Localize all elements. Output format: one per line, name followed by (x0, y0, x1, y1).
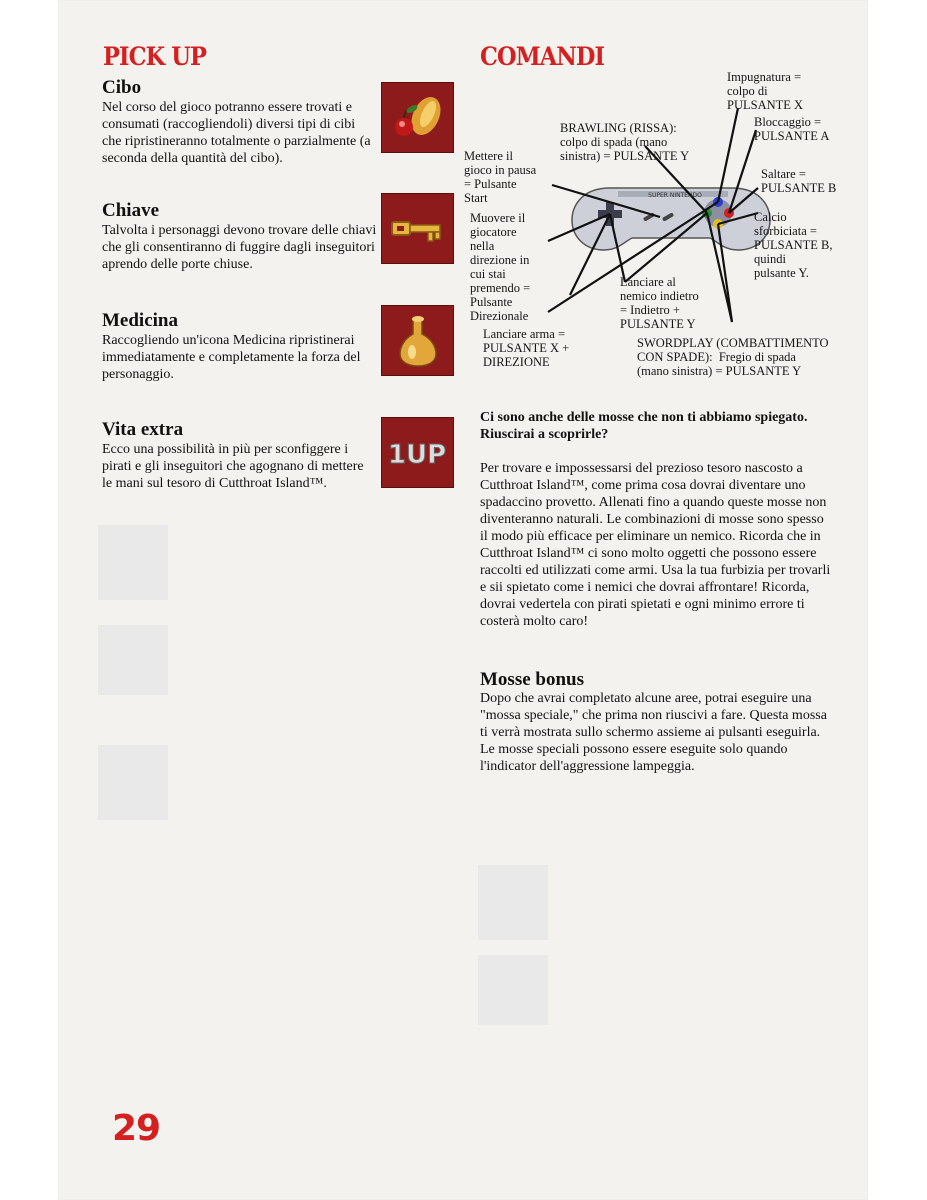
label-pausa: Mettere il gioco in pausa = Pulsante Start (464, 149, 537, 205)
pickup-cibo (102, 77, 377, 167)
body-text: Per trovare e impossessarsi del prezioso tesoro nascosto a Cutthroat Island™, come prima cosa dovrai diventare uno spadaccino provetto. Allenati fino a quando queste mosse non diventeranno naturali. Le combinazioni di mosse sono spesso il modo più efficace per eliminare un nemico. Ricorda che in Cutthroat Island™ ci sono molto oggetti che possono essere raccolti ed utilizzati come armi. Usa la tua furbizia per trovarli e sii spietato come i nemici che dovrai affrontare! Ricorda, dovrai vedertela con pirati spietati e ogni minimo errore ti costerà molto caro! (480, 461, 831, 629)
label-impugnatura: Impugnatura = colpo di PULSANTE X (727, 70, 804, 112)
pickup-text: Nel corso del gioco potranno essere trovati e consumati (raccogliendoli) diversi tipi di cibi che ripristineranno totalmente o parzialmente (a seconda della quantità del cibo). (102, 100, 371, 166)
potion-icon (381, 305, 454, 376)
pickup-text: Talvolta i personaggi devono trovare delle chiavi che gli consentiranno di fuggire dagli inseguitori aprendo delle porte chiuse. (102, 223, 377, 272)
label-muovere: Muovere il giocatore nella direzione in cui stai premendo = Pulsante Direzionale (470, 211, 531, 323)
pickup-text: Raccogliendo un'icona Medicina ripristinerai immediatamente e completamente la forza del personaggio. (102, 333, 361, 382)
mosse-bonus-text: Dopo che avrai completato alcune aree, potrai eseguire una "mossa speciale," che prima non riuscivi a fare. Questa mossa ti verrà mostrata sullo schermo assieme ai pulsanti eseguirla. Le mosse speciali possono essere eseguite solo quando l'indicator dell'aggressione lampeggia. (480, 691, 827, 774)
pickup-header: PICK UP (103, 42, 206, 71)
1up-icon (381, 417, 454, 488)
bleed-through-box (98, 745, 168, 820)
pickup-title: Medicina (102, 310, 178, 331)
label-swordplay: SWORDPLAY (COMBATTIMENTO CON SPADE): Fregio di spada (mano sinistra) = PULSANTE Y (637, 336, 829, 378)
page-number: 29 (112, 1108, 161, 1149)
intro-text: Ci sono anche delle mosse che non ti abbiamo spiegato. Riuscirai a scoprirle? (480, 410, 808, 442)
pickup-title: Cibo (102, 77, 142, 98)
label-lanciare-nemico: Lanciare al nemico indietro = Indietro + PULSANTE Y (620, 275, 699, 331)
pickup-chiave (102, 200, 377, 273)
bleed-through-box (98, 525, 168, 600)
key-icon (381, 193, 454, 264)
1up-icon-text: 1UP (387, 440, 447, 470)
pickup-medicina (102, 310, 377, 383)
mosse-bonus-title: Mosse bonus (480, 669, 584, 690)
controller-diagram (460, 60, 860, 400)
pickup-title: Chiave (102, 200, 159, 221)
label-brawling: BRAWLING (RISSA): colpo di spada (mano sinistra) = PULSANTE Y (560, 121, 690, 163)
label-saltare: Saltare = PULSANTE B (761, 167, 837, 195)
pickup-vita-extra (102, 419, 377, 492)
bleed-through-box (98, 625, 168, 695)
label-calcio: Calcio sforbiciata = PULSANTE B, quindi pulsante Y. (754, 210, 833, 280)
bleed-through-box (478, 955, 548, 1025)
label-bloccaggio: Bloccaggio = PULSANTE A (754, 115, 830, 143)
food-icon (381, 82, 454, 153)
comandi-header: COMANDI (480, 42, 605, 71)
pickup-text: Ecco una possibilità in più per sconfiggere i pirati e gli inseguitori che agognano di mettere le mani sul tesoro di Cutthroat Island™. (102, 442, 364, 491)
controller-brand: SUPER NINTENDO (648, 192, 702, 199)
label-lanciare-arma: Lanciare arma = PULSANTE X + DIREZIONE (483, 327, 570, 369)
pickup-title: Vita extra (102, 419, 184, 440)
bleed-through-box (478, 865, 548, 940)
